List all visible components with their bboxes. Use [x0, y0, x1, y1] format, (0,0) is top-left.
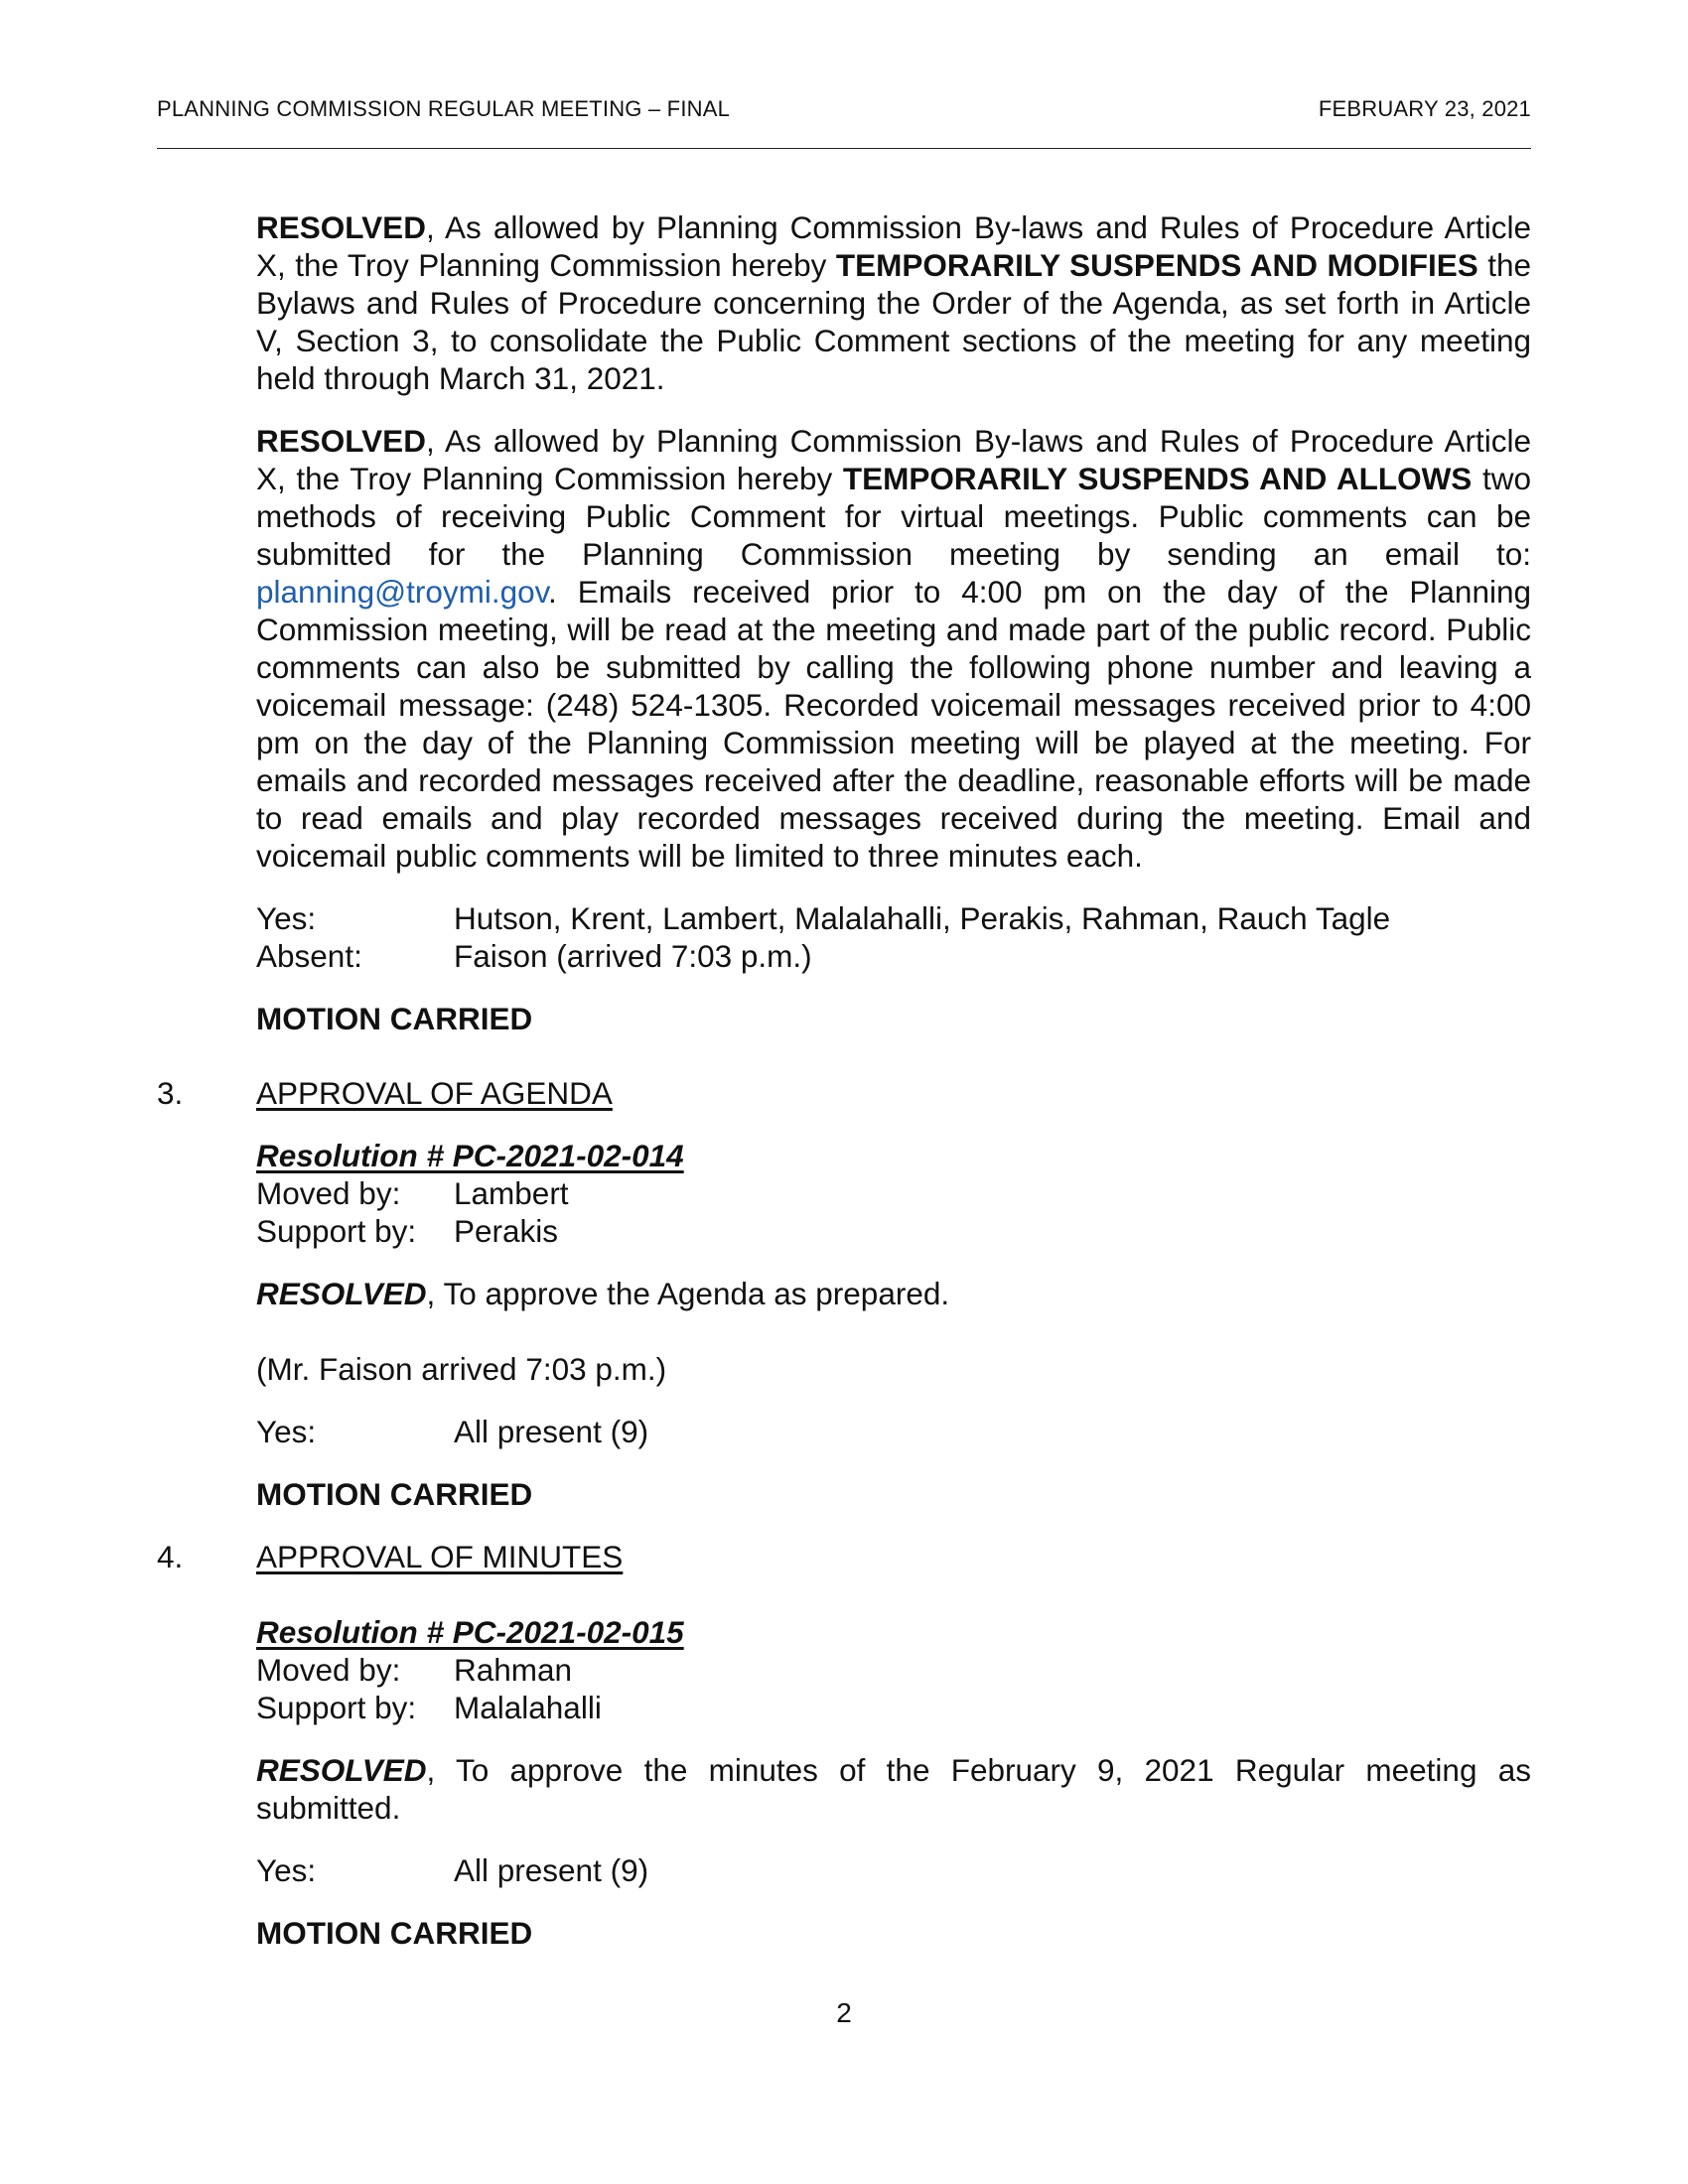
vote-yes-label: Yes:	[256, 1852, 317, 1888]
resolution-statement	[256, 1751, 1531, 1827]
vote-yes-row	[256, 899, 1531, 937]
vote-yes-label: Yes:	[256, 900, 317, 936]
vote-absent-label: Absent:	[256, 938, 362, 974]
vote-yes-label: Yes:	[256, 1414, 317, 1449]
resolution-bold-text: TEMPORARILY SUSPENDS AND MODIFIES	[835, 247, 1478, 283]
section-number: 3.	[157, 1075, 184, 1111]
resolution-text: . Emails received prior to 4:00 pm on the day of the Planning Commission meeting, will be read at the meeting and made part of the public record. Public comments can also be submitted by calling the following phone number and leaving a voicemail message: (248) 524-1305. Recorded voicemail messages received prior to 4:00 pm on the day of the Planning Commission meeting will be played at the meeting. For emails and recorded messages received after the deadline, reasonable efforts will be made to read emails and play recorded messages received during the meeting. Email and voicemail public comments will be limited to three minutes each.	[256, 574, 1531, 874]
resolution-text: , As allowed by Planning Commission By-laws and Rules of Procedure Article X, the Troy Planning Commission hereby	[256, 423, 1531, 496]
header-date: FEBRUARY 23, 2021	[1318, 96, 1531, 121]
support-by-value: Malalahalli	[454, 1690, 602, 1725]
resolved-keyword: RESOLVED	[256, 1752, 427, 1788]
resolution-paragraph-1	[256, 208, 1531, 397]
vote-absent-value: Faison (arrived 7:03 p.m.)	[454, 938, 812, 974]
header-title: PLANNING COMMISSION REGULAR MEETING – FINAL	[157, 96, 731, 121]
vote-block	[256, 899, 1531, 975]
page-header	[157, 96, 1531, 122]
support-by-value: Perakis	[454, 1213, 559, 1249]
section-approval-of-minutes	[157, 1538, 1531, 1575]
section-title: APPROVAL OF AGENDA	[256, 1075, 613, 1111]
vote-absent-row	[256, 937, 1531, 975]
vote-yes-value: Hutson, Krent, Lambert, Malalahalli, Perakis, Rahman, Rauch Tagle	[454, 900, 1391, 936]
vote-yes-row	[256, 1413, 1531, 1450]
page-number: 2	[836, 1997, 852, 2028]
arrival-note: (Mr. Faison arrived 7:03 p.m.)	[256, 1351, 667, 1387]
resolved-keyword: RESOLVED	[256, 423, 426, 459]
moved-by-value: Lambert	[454, 1175, 569, 1211]
moved-by-row	[256, 1174, 1531, 1212]
resolved-keyword: RESOLVED	[256, 1276, 427, 1311]
resolution-text: the Bylaws and Rules of Procedure concerning the Order of the Agenda, as set forth in Article V, Section 3, to consolidate the Public Comment sections of the meeting for any meeting held through March 31, 2021.	[256, 247, 1531, 396]
support-by-label: Support by:	[256, 1690, 417, 1725]
moved-by-value: Rahman	[454, 1652, 573, 1688]
moved-by-label: Moved by:	[256, 1175, 401, 1211]
support-by-row	[256, 1689, 1531, 1726]
moved-by-label: Moved by:	[256, 1652, 401, 1688]
resolution-text: , As allowed by Planning Commission By-laws and Rules of Procedure Article X, the Troy Planning Commission hereby	[256, 209, 1531, 283]
vote-block	[256, 1851, 1531, 1889]
motion-carried: MOTION CARRIED	[256, 1476, 533, 1512]
motion-carried: MOTION CARRIED	[256, 1915, 533, 1951]
page-content	[157, 208, 1531, 1988]
resolution-block	[256, 1613, 1531, 1726]
resolution-number: Resolution # PC-2021-02-015	[256, 1614, 684, 1650]
section-number: 4.	[157, 1539, 184, 1574]
resolution-bold-text: TEMPORARILY SUSPENDS AND ALLOWS	[842, 461, 1473, 496]
vote-block	[256, 1413, 1531, 1450]
moved-by-row	[256, 1651, 1531, 1689]
section-title: APPROVAL OF MINUTES	[256, 1539, 624, 1574]
vote-yes-value: All present (9)	[454, 1414, 649, 1449]
resolved-keyword: RESOLVED	[256, 209, 426, 245]
vote-yes-value: All present (9)	[454, 1852, 649, 1888]
resolution-text: , To approve the Agenda as prepared.	[426, 1276, 950, 1311]
resolution-text: two methods of receiving Public Comment for virtual meetings. Public comments can be submitted for the Planning Commission meeting by sending an email to:	[256, 461, 1531, 572]
resolution-number: Resolution # PC-2021-02-014	[256, 1138, 684, 1173]
support-by-row	[256, 1212, 1531, 1250]
resolution-statement	[256, 1275, 1531, 1312]
resolution-paragraph-2	[256, 422, 1531, 875]
support-by-label: Support by:	[256, 1213, 417, 1249]
header-divider	[157, 148, 1531, 149]
section-approval-of-agenda	[157, 1074, 1531, 1112]
email-link[interactable]: planning@troymi.gov	[256, 574, 549, 610]
vote-yes-row	[256, 1851, 1531, 1889]
resolution-block	[256, 1137, 1531, 1250]
resolution-text: , To approve the minutes of the February 9, 2021 Regular meeting as submitted.	[256, 1752, 1531, 1826]
motion-carried: MOTION CARRIED	[256, 1001, 533, 1036]
